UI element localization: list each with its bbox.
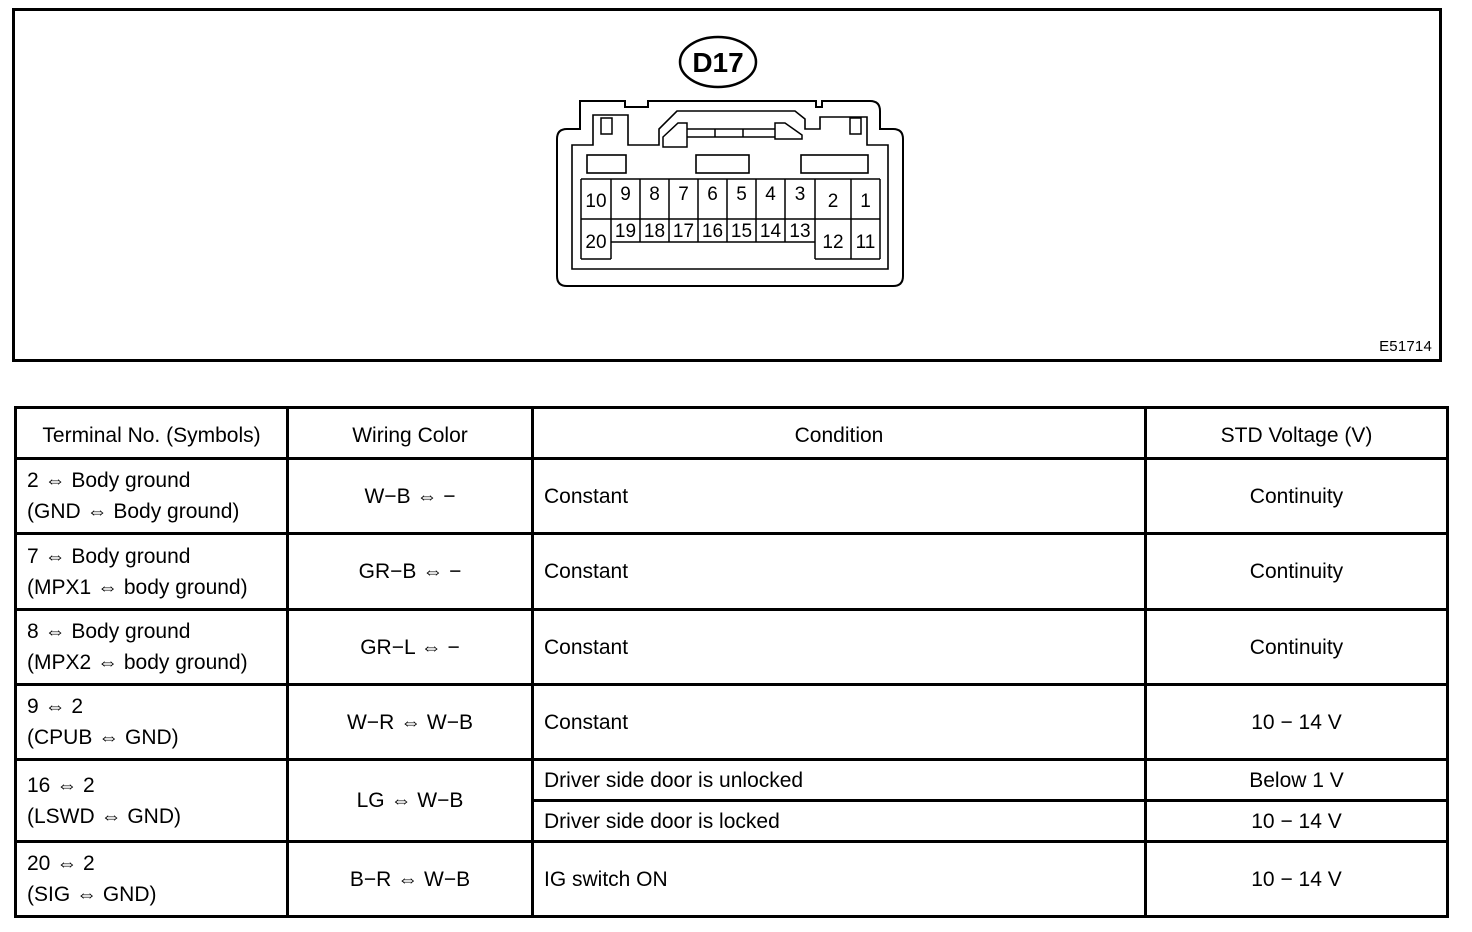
terminal-pin-1: 1 — [860, 191, 871, 212]
terminal-pin-17: 17 — [672, 221, 695, 242]
key-slot-center — [696, 155, 749, 173]
header-terminal: Terminal No. (Symbols) — [16, 408, 288, 459]
terminal-number: 9 ⇔ 2 — [27, 695, 84, 718]
terminal-number: 7 ⇔ Body ground — [27, 544, 191, 568]
condition-cell: IG switch ON — [533, 842, 1146, 917]
condition-cell: Driver side door is locked — [533, 801, 1146, 842]
terminal-number: 8 ⇔ Body ground — [27, 620, 191, 643]
table-row — [16, 459, 1448, 534]
terminal-cell — [16, 534, 288, 610]
connector-diagram-frame — [12, 8, 1442, 362]
terminal-symbol: (GND ⇔ Body ground) — [27, 500, 240, 523]
voltage-cell: 10 − 14 V — [1146, 842, 1448, 917]
voltage-cell: 10 − 14 V — [1146, 801, 1448, 842]
table-header-row — [16, 408, 1448, 459]
voltage-cell: Below 1 V — [1146, 760, 1448, 801]
terminal-spec-table — [14, 406, 1449, 918]
table-row — [16, 842, 1448, 917]
wiring-color-cell: GR−L ⇔ − — [288, 610, 533, 685]
figure-id: E51714 — [1379, 338, 1432, 355]
connector-diagram — [15, 11, 1439, 359]
condition-cell: Constant — [533, 534, 1146, 610]
terminal-pin-12: 12 — [822, 232, 844, 253]
wiring-color-cell: B−R ⇔ W−B — [288, 842, 533, 917]
voltage-cell: 10 − 14 V — [1146, 685, 1448, 760]
terminal-pin-15: 15 — [730, 221, 753, 242]
terminal-pin-3: 3 — [794, 184, 806, 205]
connector-label: D17 — [692, 47, 744, 78]
wiring-color-cell: W−B ⇔ − — [288, 459, 533, 534]
terminal-number: 2 ⇔ Body ground — [27, 469, 191, 492]
terminal-pin-5: 5 — [736, 184, 747, 205]
lock-tab-left — [601, 118, 612, 134]
latch-left — [663, 123, 687, 147]
terminal-pin-4: 4 — [765, 184, 776, 205]
header-std-voltage: STD Voltage (V) — [1146, 408, 1448, 459]
terminal-pin-9: 9 — [620, 184, 631, 205]
terminal-pin-18: 18 — [643, 221, 666, 242]
table-row — [16, 610, 1448, 685]
terminal-pin-11: 11 — [855, 232, 876, 253]
condition-cell: Constant — [533, 610, 1146, 685]
condition-cell: Driver side door is unlocked — [533, 760, 1146, 801]
terminal-symbol: (LSWD ⇔ GND) — [27, 804, 181, 828]
terminal-pin-2: 2 — [827, 191, 839, 212]
terminal-cell — [16, 459, 288, 534]
header-wiring-color: Wiring Color — [288, 408, 533, 459]
terminal-pin-13: 13 — [789, 221, 811, 242]
condition-cell: Constant — [533, 459, 1146, 534]
condition-cell: Constant — [533, 685, 1146, 760]
header-condition: Condition — [533, 408, 1146, 459]
terminal-pin-19: 19 — [614, 221, 637, 242]
terminal-cell — [16, 760, 288, 842]
terminal-symbol: (MPX1 ⇔ body ground) — [27, 575, 248, 599]
table-row — [16, 760, 1448, 801]
voltage-cell: Continuity — [1146, 610, 1448, 685]
terminal-pin-10: 10 — [585, 191, 607, 212]
terminal-pin-20: 20 — [585, 232, 607, 253]
terminal-symbol: (CPUB ⇔ GND) — [27, 726, 179, 749]
terminal-pin-7: 7 — [678, 184, 689, 205]
table-row — [16, 685, 1448, 760]
terminal-pin-6: 6 — [707, 184, 718, 205]
voltage-cell: Continuity — [1146, 459, 1448, 534]
terminal-cell — [16, 685, 288, 760]
terminal-number: 20 ⇔ 2 — [27, 852, 95, 875]
key-slot-left — [587, 155, 626, 173]
lock-tab-right — [850, 118, 861, 134]
terminal-number: 16 ⇔ 2 — [27, 773, 95, 797]
wiring-color-cell: W−R ⇔ W−B — [288, 685, 533, 760]
terminal-grid — [581, 179, 880, 259]
voltage-cell: Continuity — [1146, 534, 1448, 610]
terminal-symbol: (MPX2 ⇔ body ground) — [27, 651, 248, 674]
terminal-pin-8: 8 — [649, 184, 660, 205]
terminal-pin-16: 16 — [701, 221, 724, 242]
terminal-cell — [16, 842, 288, 917]
table-row — [16, 534, 1448, 610]
wiring-color-cell: LG ⇔ W−B — [288, 760, 533, 842]
wiring-color-cell: GR−B ⇔ − — [288, 534, 533, 610]
terminal-symbol: (SIG ⇔ GND) — [27, 883, 157, 906]
key-slot-right — [801, 155, 868, 173]
terminal-pin-14: 14 — [759, 221, 782, 242]
latch-right — [775, 123, 802, 139]
terminal-cell — [16, 610, 288, 685]
